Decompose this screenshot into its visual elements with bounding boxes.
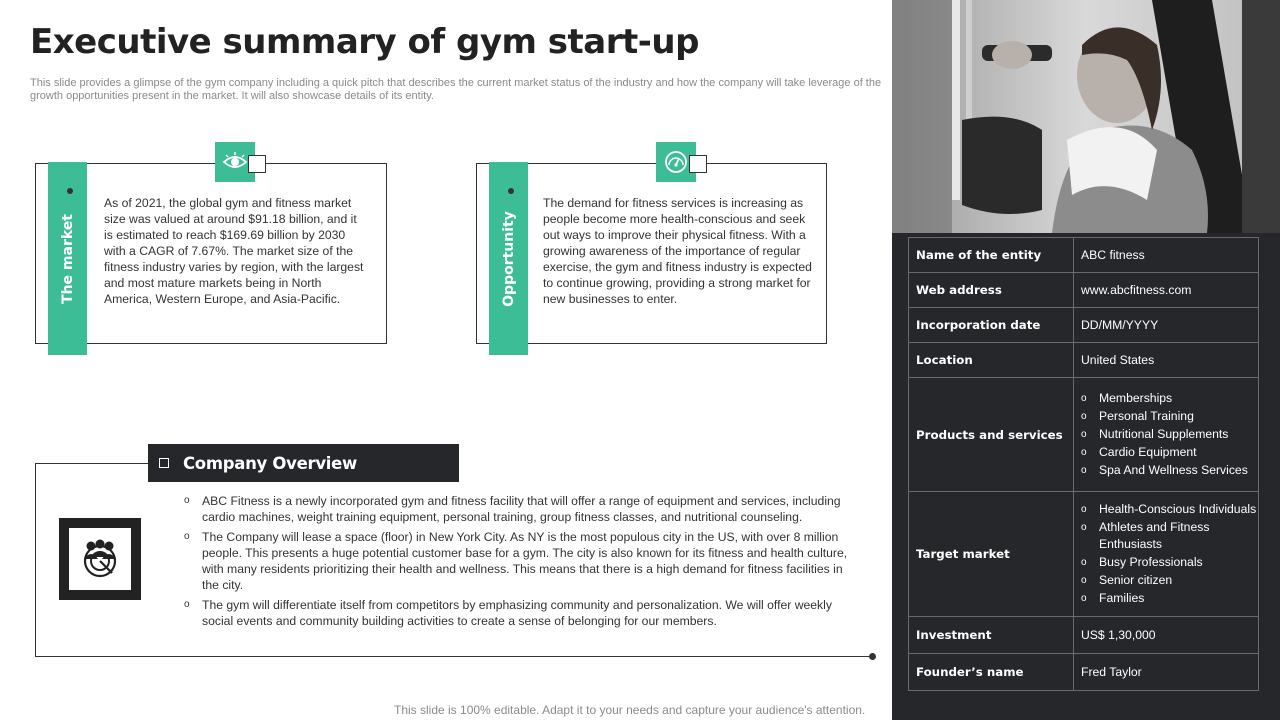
list-item: o Personal Training bbox=[1081, 408, 1258, 425]
opportunity-connector-square bbox=[689, 155, 707, 173]
list-item: o Athletes and Fitness Enthusiasts bbox=[1081, 519, 1258, 553]
entity-key: Web address bbox=[909, 273, 1074, 308]
table-row bbox=[909, 492, 1259, 617]
entity-key: Founder’s name bbox=[909, 654, 1074, 691]
entity-key: Incorporation date bbox=[909, 308, 1074, 343]
entity-value: DD/MM/YYYY bbox=[1074, 308, 1259, 343]
footer-note: This slide is 100% editable. Adapt it to your needs and capture your audience's attention. bbox=[394, 703, 866, 717]
market-text: As of 2021, the global gym and fitness market size was valued at around $91.18 billion, and it is estimated to reach $169.69 billion by 2030 with a CAGR of 7.67%. The market size of the fitness industry varies by region, with the largest and most mature markets being in North America, Western Europe, and Asia-Pacific. bbox=[104, 196, 364, 306]
entity-key: Investment bbox=[909, 617, 1074, 654]
list-item: o Busy Professionals bbox=[1081, 554, 1258, 571]
table-row bbox=[909, 343, 1259, 378]
entity-value: Fred Taylor bbox=[1074, 654, 1259, 691]
opportunity-dot bbox=[508, 188, 514, 194]
entity-value-list bbox=[1074, 492, 1259, 617]
table-row bbox=[909, 238, 1259, 273]
entity-value-list bbox=[1074, 378, 1259, 492]
company-overview-list bbox=[182, 493, 862, 633]
entity-table bbox=[908, 237, 1259, 691]
table-row bbox=[909, 654, 1259, 691]
company-overview-top-line bbox=[35, 463, 149, 464]
table-row bbox=[909, 273, 1259, 308]
entity-value: United States bbox=[1074, 343, 1259, 378]
company-overview-point: o The Company will lease a space (floor) in New York City. As NY is the most populous city in the US, with over 8 million people. This presents a huge potential customer base for a gym. The city is also known for its fitness and health culture, with many residents prioritizing their health and wellness. This means that there is a high demand for fitness facilities in the city. bbox=[182, 529, 862, 593]
gym-photo bbox=[892, 0, 1280, 233]
list-item: o Families bbox=[1081, 590, 1258, 607]
market-connector-square bbox=[248, 155, 266, 173]
page-title: Executive summary of gym start-up bbox=[30, 22, 699, 62]
market-label: The market bbox=[59, 213, 76, 304]
list-item: o Cardio Equipment bbox=[1081, 444, 1258, 461]
list-item: o Spa And Wellness Services bbox=[1081, 462, 1258, 479]
entity-value: US$ 1,30,000 bbox=[1074, 617, 1259, 654]
opportunity-text: The demand for fitness services is increasing as people become more health-conscious and seek out ways to improve their physical fitness. With a growing awareness of the importance of regular exercise, the gym and fitness industry is expected to continue growing, providing a strong market for new businesses to enter. bbox=[543, 196, 812, 306]
team-target-icon bbox=[59, 518, 141, 600]
entity-key: Location bbox=[909, 343, 1074, 378]
page-subtitle: This slide provides a glimpse of the gym company including a quick pitch that describes the current market status of the industry and how the company will take leverage of the growth opportunities present in the market. It will also showcase details of its entity. bbox=[30, 77, 882, 102]
company-overview-end-dot bbox=[869, 653, 876, 660]
table-row bbox=[909, 617, 1259, 654]
company-overview-heading: Company Overview bbox=[183, 453, 357, 473]
entity-key: Products and services bbox=[909, 378, 1074, 492]
square-bullet-icon bbox=[159, 458, 169, 468]
entity-value: ABC fitness bbox=[1074, 238, 1259, 273]
market-dot bbox=[67, 188, 73, 194]
list-item: o Memberships bbox=[1081, 390, 1258, 407]
company-overview-header bbox=[148, 444, 459, 482]
company-overview-point: o The gym will differentiate itself from competitors by emphasizing community and personalization. We will offer weekly social events and community building activities to create a sense of belonging for our members. bbox=[182, 597, 862, 629]
list-item: o Health-Conscious Individuals bbox=[1081, 501, 1258, 518]
company-overview-point: o ABC Fitness is a newly incorporated gym and fitness facility that will offer a range of equipment and services, including cardio machines, weight training equipment, personal training, group fitness classes, and nutritional counseling. bbox=[182, 493, 862, 525]
entity-key: Target market bbox=[909, 492, 1074, 617]
entity-key: Name of the entity bbox=[909, 238, 1074, 273]
list-item: o Senior citizen bbox=[1081, 572, 1258, 589]
table-row bbox=[909, 378, 1259, 492]
opportunity-label: Opportunity bbox=[500, 210, 517, 307]
list-item: o Nutritional Supplements bbox=[1081, 426, 1258, 443]
table-row bbox=[909, 308, 1259, 343]
entity-value: www.abcfitness.com bbox=[1074, 273, 1259, 308]
